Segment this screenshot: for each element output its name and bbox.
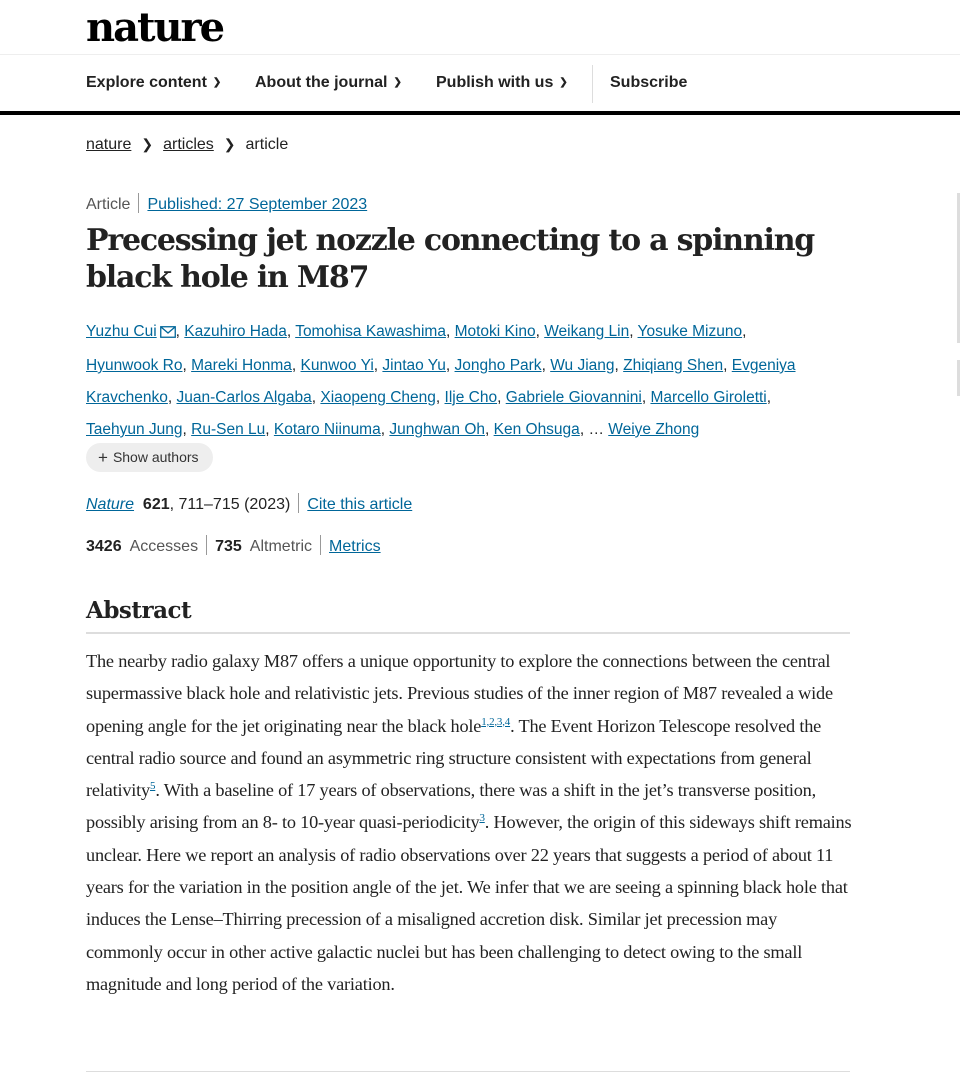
author-link[interactable]: Evgeniya Kravchenko <box>86 357 796 406</box>
meta-divider <box>138 193 139 213</box>
nav-explore-content[interactable] <box>86 74 221 92</box>
accesses-count: 3426 <box>86 538 122 555</box>
article-meta <box>86 193 367 214</box>
metrics-line <box>86 535 381 556</box>
main-nav <box>0 55 960 115</box>
author-link[interactable]: Mareki Honma <box>191 357 292 374</box>
author-link[interactable]: Taehyun Jung <box>86 421 183 438</box>
author-link[interactable]: Yosuke Mizuno <box>637 323 743 340</box>
author-link[interactable]: Motoki Kino <box>454 323 536 340</box>
published-date-link[interactable]: Published: 27 September 2023 <box>147 196 368 213</box>
abstract-text <box>86 645 856 1000</box>
chevron-down-icon: ❯ <box>212 77 222 88</box>
section-divider <box>86 1071 850 1072</box>
author-ellipsis: … <box>588 421 604 438</box>
chevron-down-icon: ❯ <box>393 77 402 88</box>
author-link[interactable]: Tomohisa Kawashima <box>295 323 446 340</box>
author-link[interactable]: Ken Ohsuga <box>493 421 580 438</box>
citation-divider <box>298 493 299 513</box>
journal-link[interactable]: Nature <box>86 496 135 513</box>
nav-explore-content-label: Explore content <box>86 74 207 91</box>
reference-link[interactable]: 5 <box>150 780 156 793</box>
metrics-divider <box>206 535 207 555</box>
nav-divider <box>592 65 593 103</box>
citation-line <box>86 493 412 514</box>
abstract-text-part: . With a baseline of 17 years of observations, there was a shift in the jet’s transverse position, possibly arising from an 8- to 10-year quasi-periodicity <box>86 780 816 833</box>
header-top-bar <box>0 0 960 55</box>
nav-about-journal[interactable] <box>255 74 402 92</box>
author-link[interactable]: Jintao Yu <box>382 357 446 374</box>
pages: , 711–715 (2023) <box>169 496 291 513</box>
abstract-text-part: . However, the origin of this sideways shift remains unclear. Here we report an analysis of radio observations over 22 years that suggests a period of about 11 years for the variation in the position angle of the jet. We infer that we are seeing a spinning black hole that induces the Lense–Thirring precession of a misaligned accretion disk. Similar jet precession may commonly occur in other active galactic nuclei but has been challenging to detect owing to the small magnitude and long period of the variation. <box>86 812 852 994</box>
volume: 621 <box>142 496 170 513</box>
author-link[interactable]: Hyunwook Ro <box>86 357 183 374</box>
metrics-divider <box>320 535 321 555</box>
author-link[interactable]: Kotaro Niinuma <box>273 421 381 438</box>
author-link[interactable]: Xiaopeng Cheng <box>320 389 436 406</box>
subscribe-link[interactable]: Subscribe <box>610 74 688 91</box>
author-link[interactable]: Kunwoo Yi <box>300 357 374 374</box>
mail-icon[interactable] <box>160 318 176 350</box>
show-authors-button[interactable] <box>86 443 213 472</box>
author-link[interactable]: Jongho Park <box>454 357 542 374</box>
reference-link[interactable]: 1,2,3,4 <box>481 715 511 728</box>
nav-about-journal-label: About the journal <box>255 74 388 91</box>
breadcrumb-nature[interactable]: nature <box>86 136 132 153</box>
author-link[interactable]: Kazuhiro Hada <box>184 323 287 340</box>
chevron-down-icon: ❯ <box>559 77 568 88</box>
article-title: Precessing jet nozzle connecting to a spinning black hole in M87 <box>86 223 815 295</box>
author-link[interactable]: Marcello Giroletti <box>650 389 767 406</box>
abstract-text-part: The nearby radio galaxy M87 offers a unique opportunity to explore the connections between the central supermassive black hole and relativistic jets. Previous studies of the inner region of M87 revealed a wide opening angle for the jet originating near the black hole <box>86 651 833 736</box>
breadcrumb <box>86 136 288 154</box>
author-link[interactable]: Weiye Zhong <box>608 421 700 438</box>
breadcrumb-current: article <box>245 136 289 153</box>
metrics-link[interactable]: Metrics <box>329 538 381 555</box>
author-link[interactable]: Wu Jiang <box>550 357 615 374</box>
nav-publish-label: Publish with us <box>436 74 554 91</box>
nature-logo[interactable]: nature <box>86 4 224 51</box>
plus-icon: + <box>98 448 108 467</box>
show-authors-label: Show authors <box>112 449 199 465</box>
abstract-heading: Abstract <box>86 597 850 634</box>
nav-publish-with-us[interactable] <box>436 74 568 92</box>
accesses-label: Accesses <box>129 538 199 555</box>
chevron-right-icon: ❯ <box>141 136 154 152</box>
cite-this-article-link[interactable]: Cite this article <box>307 496 413 513</box>
reference-superscript <box>481 716 510 728</box>
author-link[interactable]: Yuzhu Cui <box>86 323 157 340</box>
abstract-text-part: . The Event Horizon Telescope resolved the central radio source and found an asymmetric ring structure consistent with expectations from general relativity <box>86 715 822 801</box>
breadcrumb-articles[interactable]: articles <box>163 136 214 153</box>
author-link[interactable]: Zhiqiang Shen <box>623 357 724 374</box>
article-type: Article <box>86 196 131 213</box>
altmetric-label: Altmetric <box>249 538 313 555</box>
author-link[interactable]: Ilje Cho <box>444 389 498 406</box>
author-list: Yuzhu Cui , Kazuhiro Hada, Tomohisa Kawashima, Motoki Kino, Weikang Lin, Yosuke Mizuno, Hyunwook Ro, Mareki Honma, Kunwoo Yi, Jintao Yu, Jongho Park, Wu Jiang, Zhiqiang Shen, Evgeniya Kravchenko, Juan-Carlos Algaba, Xiaopeng Cheng, Ilje Cho, Gabriele Giovannini, Marcello Giroletti, Taehyun Jung, Ru-Sen Lu, Kotaro Niinuma, Junghwan Oh, Ken Ohsuga, … Weiye Zhong <box>86 316 856 446</box>
site-header <box>0 0 960 115</box>
chevron-right-icon: ❯ <box>223 136 236 152</box>
altmetric-count: 735 <box>215 538 242 555</box>
reference-link[interactable]: 3 <box>479 812 485 825</box>
author-link[interactable]: Junghwan Oh <box>389 421 485 438</box>
author-link[interactable]: Ru-Sen Lu <box>191 421 266 438</box>
author-link[interactable]: Gabriele Giovannini <box>505 389 642 406</box>
author-link[interactable]: Weikang Lin <box>544 323 630 340</box>
author-link[interactable]: Juan-Carlos Algaba <box>176 389 312 406</box>
